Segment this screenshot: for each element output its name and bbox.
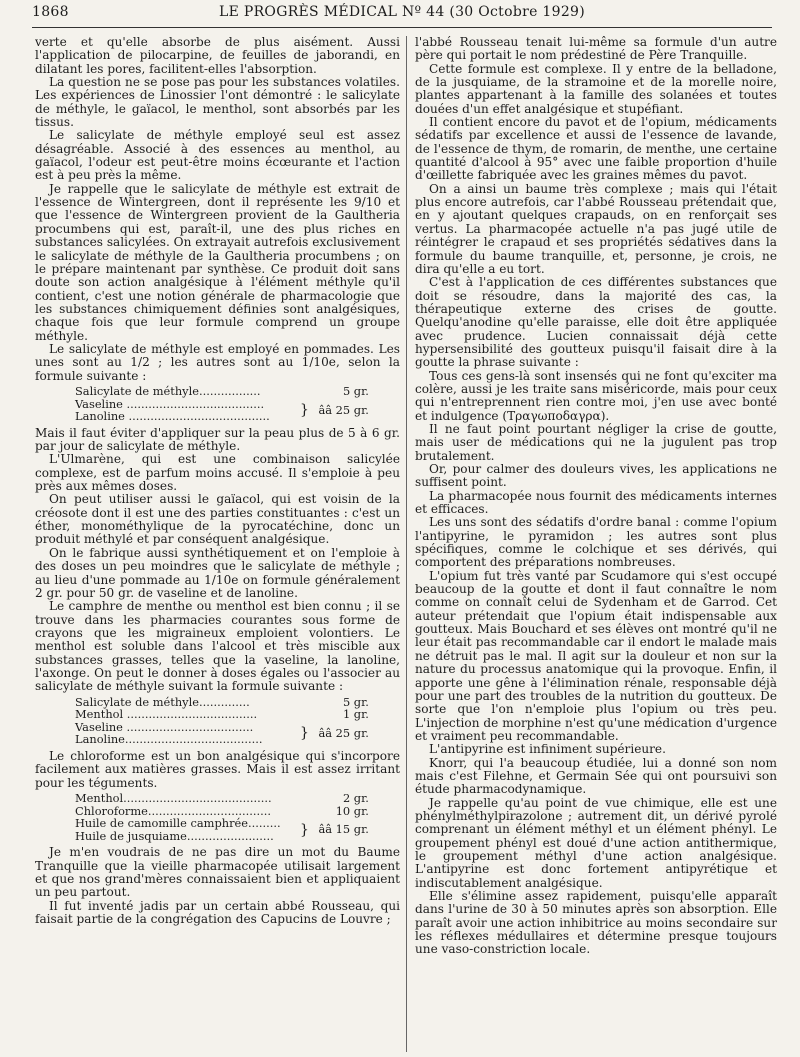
formula-item: Lanoline ....................................... [75, 409, 270, 424]
paragraph: Il ne faut point pourtant négliger la crise de goutte, mais user de médications qui ne la jugulent pas trop brutalement. [415, 421, 777, 463]
formula-item: Huile de jusquiame........................ [75, 828, 274, 843]
paragraph: Je rappelle qu'au point de vue chimique, elle est une phénylméthylpirazolone ; autrement dit, un dérivé pyrolé comprenant un élément méthyl et un élément phényl. Le groupement phényl est doué d'une action antithermique, le groupement méthyl d'une action analgésique. L'antipyrine est donc fortement antipyrétique et indiscutablement analgésique. [415, 795, 777, 890]
paragraph: Le camphre de menthe ou menthol est bien connu ; il se trouve dans les pharmacies courantes sous forme de crayons que les migraineux emploient volontiers. Le menthol est soluble dans l'alcool et très miscible aux substances grasses, telles que la vaseline, la lanoline, l'axonge. On peut le donner à doses égales ou l'associer au salicylate de méthyle suivant la formule suivante : [35, 599, 400, 694]
paragraph: Le salicylate de méthyle employé seul est assez désagréable. Associé à des essences au menthol, au gaïacol, l'odeur est peut-être moins écœurante et l'action est à peu près la même. [35, 128, 400, 183]
paragraph: Tous ces gens-là sont insensés qui ne font qu'exciter ma colère, aussi je les traite sans miséricorde, mais pour ceux qui n'entreprennent rien contre moi, j'en use avec bonté et indulgence (Τραγωποδαγρα). [415, 368, 777, 423]
formula-chloroforme [75, 792, 400, 842]
formula-quantity: 10 gr. [335, 803, 369, 818]
paragraph: Le salicylate de méthyle est employé en pommades. Les unes sont au 1/2 ; les autres sont au 1/10e, selon la formule suivante : [35, 341, 400, 383]
formula-item: Lanoline...................................... [75, 732, 263, 747]
formula-quantity: 5 gr. [342, 694, 369, 709]
formula-item: Chloroforme.................................. [75, 803, 272, 818]
paragraph: L'opium fut très vanté par Scudamore qui s'est occupé beaucoup de la goutte et dont il faut connaître le nom comme on connaît celui de Sydenham et de Garrod. Cet auteur prétendait que l'opium était indispensable aux goutteux. Mais Bouchard et ses élèves ont montré qu'il ne leur était pas recommandable car il endort le malade mais ne détruit pas le mal. Il agit sur la douleur et non sur la nature du processus anatomique qui la provoque. Enfin, il apporte une gêne à l'élimination rénale, responsable déjà pour une part des troubles de la nutrition du goutteux. De sorte que l'on n'emploie plus l'opium ou très peu. L'injection de morphine n'est qu'une médication d'urgence et vraiment peu recommandable. [415, 568, 777, 743]
formula-quantity: 1 gr. [342, 707, 369, 722]
brace: } [300, 725, 309, 742]
paragraph: On peut utiliser aussi le gaïacol, qui est voisin de la créosote dont il est une des parties constituantes : c'est un éther, monométhylique de la pyrocatéchine, donc un produit méthylé et par conséquent analgésique. [35, 492, 400, 547]
page-number: 1868 [32, 4, 69, 20]
paragraph: L'antipyrine est infiniment supérieure. [429, 742, 666, 757]
paragraph: Il fut inventé jadis par un certain abbé Rousseau, qui faisait partie de la congrégation des Capucins de Louvre ; [35, 898, 400, 927]
formula-item: Vaseline ................................... [75, 719, 254, 734]
paragraph: Cette formule est complexe. Il y entre de la belladone, de la jusquiame, de la stramoine et de la morelle noire, plantes appartenant à la famille des solanées et toutes douées d'un effet analgésique et stupéfiant. [415, 61, 777, 116]
brace: } [300, 402, 309, 419]
paragraph: On a ainsi un baume très complexe ; mais qui l'était plus encore autrefois, car l'abbé Rousseau prétendait que, en y ajoutant quelques crapauds, on en renforçait ses vertus. La pharmacopée actuelle n'a pas jugé utile de réintégrer le crapaud et ses propriétés sédatives dans la formule du baume tranquille, et, personne, je crois, ne dira qu'elle a eu tort. [415, 181, 777, 276]
running-header [32, 4, 772, 26]
formula-quantity: 2 gr. [342, 791, 369, 805]
paragraph: Elle s'élimine assez rapidement, puisqu'elle apparaît dans l'urine de 30 à 50 minutes après son absorption. Elle paraît avoir une action inhibitrice au moins secondaire sur les réflexes médullaires et détermine presque toujours une vaso-constriction locale. [415, 889, 777, 957]
paragraph: Or, pour calmer des douleurs vives, les applications ne suffisent point. [415, 462, 777, 490]
paragraph: l'abbé Rousseau tenait lui-même sa formule d'un autre père qui portait le nom prédestiné de Père Tranquille. [415, 36, 777, 63]
paragraph: Mais il faut éviter d'appliquer sur la peau plus de 5 à 6 gr. par jour de salicylate de méthyle. [35, 425, 400, 454]
formula-item: Menthol......................................... [75, 791, 272, 805]
paragraph: Les uns sont des sédatifs d'ordre banal : comme l'opium l'antipyrine, le pyramidon ; les autres sont plus spécifiques, comme le colchique et ses dérivés, qui comportent des préparations nombreuses. [415, 515, 777, 570]
journal-title: LE PROGRÈS MÉDICAL Nº 44 (30 Octobre 1929) [219, 4, 585, 20]
paragraph: L'Ulmarène, qui est une combinaison salicylée complexe, est de parfum moins accusé. Il s'emploie à peu près aux mêmes doses. [35, 452, 400, 494]
paragraph: C'est à l'application de ces différentes substances que doit se résoudre, dans la majorité des cas, la thérapeutique externe des crises de goutte. Quelqu'anodine qu'elle paraisse, elle doit être appliquée avec prudence. Lucien connaissait déjà cette hypersensibilité des goutteux puisqu'il faisait dire à la goutte la phrase suivante : [415, 275, 777, 370]
formula-item: Salicylate de méthyle.............. [75, 694, 250, 709]
header-rule [32, 27, 772, 28]
paragraph: Je rappelle que le salicylate de méthyle est extrait de l'essence de Wintergreen, dont il représente les 9/10 et que l'essence de Wintergreen provient de la Gaultheria procumbens qui est, paraît-il, une des plus riches en substances salicylées. On extrayait autrefois exclusivement le salicylate de méthyle de la Gaultheria procumbens ; on le prépare maintenant par synthèse. Ce produit doit sans doute son action analgésique à l'élément méthyle qu'il contient, c'est une notion générale de pharmacologie que les substances chimiquement définies sont analgésiques, chaque fois que leur formule comprend un groupe méthyle. [35, 181, 400, 343]
formula-quantity: 5 gr. [342, 383, 369, 398]
formula-item: Huile de camomille camphrée......... [75, 816, 281, 831]
formula-item: Menthol .................................... [75, 707, 258, 722]
paragraph: Le chloroforme est un bon analgésique qui s'incorpore facilement aux matières grasses. Mais il est assez irritant pour les téguments. [35, 748, 400, 790]
brace: } [300, 821, 309, 838]
formula-salicylate [75, 385, 400, 423]
paragraph: La pharmacopée nous fournit des médicaments internes et efficaces. [415, 488, 777, 517]
formula-quantity: ââ 25 gr. [318, 402, 369, 417]
paragraph: La question ne se pose pas pour les substances volatiles. Les expériences de Linossier l'ont démontré : le salicylate de méthyle, le gaïacol, le menthol, sont absorbés par les tissus. [35, 75, 400, 130]
formula-menthol [75, 696, 400, 746]
paragraph: On le fabrique aussi synthétiquement et on l'emploie à des doses un peu moindres que le salicylate de méthyle ; au lieu d'une pommade au 1/10e on formule généralement 2 gr. pour 50 gr. de vaseline et de lanoline. [35, 545, 400, 600]
formula-item: Vaseline ...................................... [75, 396, 265, 411]
paragraph: Il contient encore du pavot et de l'opium, médicaments sédatifs par excellence et aussi de l'essence de lavande, de l'essence de thym, de romarin, de menthe, une certaine quantité d'alcool à 95° avec une faible proportion d'huile d'œillette fabriquée avec les graines mêmes du pavot. [415, 115, 777, 183]
right-column [415, 36, 777, 1052]
paragraph: Knorr, qui l'a beaucoup étudiée, lui a donné son nom mais c'est Filehne, et Germain Sée qui ont poursuivi son étude pharmacodynamique. [415, 755, 777, 797]
column-divider [406, 36, 407, 1052]
formula-item: Salicylate de méthyle................. [75, 383, 261, 398]
formula-quantity: ââ 15 gr. [318, 822, 369, 837]
left-column [35, 36, 400, 1052]
paragraph: verte et qu'elle absorbe de plus aisément. Aussi l'application de pilocarpine, de feuilles de jaborandi, en dilatant les pores, facilitent-elles l'absorption. [35, 36, 400, 76]
paragraph: Je m'en voudrais de ne pas dire un mot du Baume Tranquille que la vieille pharmacopée utilisait largement et que nos grand'mères connaissaient bien et appliquaient un peu partout. [35, 845, 400, 900]
formula-quantity: ââ 25 gr. [318, 726, 369, 741]
